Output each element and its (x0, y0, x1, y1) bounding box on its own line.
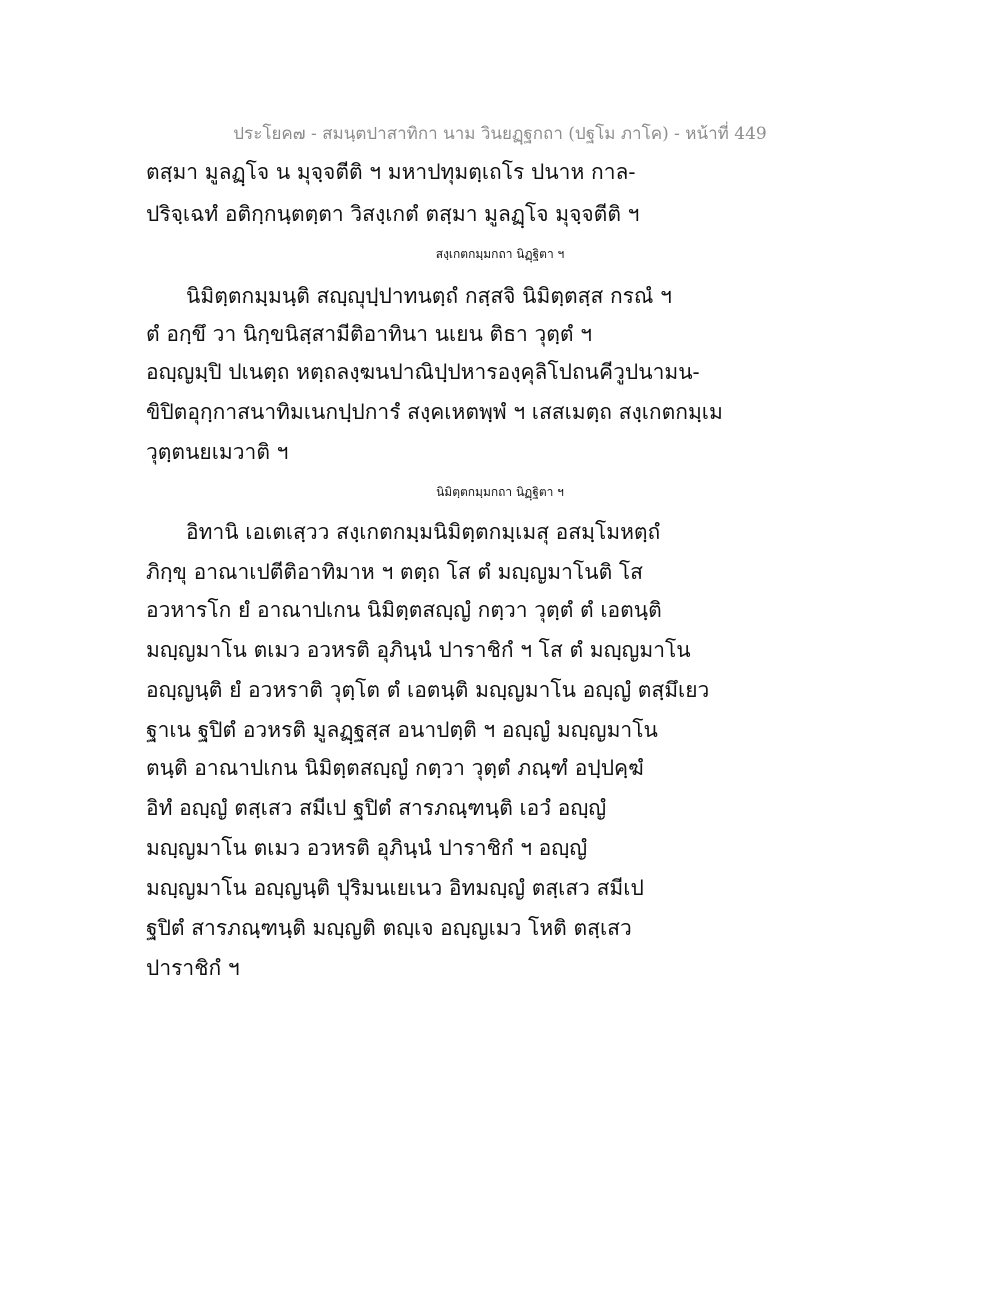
text-line: ฐาเน ฐปิตํ อวหรติ มูลฏฺฐสฺส อนาปตฺติ ฯ อญฺญํ มญฺญมาโน (146, 718, 658, 742)
text-line: ภิกฺขุ อาณาเปตีติอาทิมาห ฯ ตตฺถ โส ตํ มญฺญมาโนติ โส (146, 560, 643, 584)
text-line: ตํ อกฺขึ วา นิกฺขนิสฺสามีติอาทินา นเยน ติธา วุตฺตํ ฯ (146, 322, 593, 346)
text-line: ปริจฺเฉทํ อติกฺกนฺตตฺตา วิสงฺเกตํ ตสฺมา มูลฏฺโจ มุจฺจตีติ ฯ (146, 202, 640, 226)
section-title: นิมิตฺตกมฺมกถา นิฏฺฐิตา ฯ (436, 485, 564, 499)
text-line: ปาราชิกํ ฯ (146, 956, 240, 980)
text-line: ฐปิตํ สารภณฺฑนฺติ มญฺญติ ตญฺเจ อญฺญเมว โหติ ตสฺเสว (146, 916, 632, 940)
text-line: ขิปิตอุกฺกาสนาทิมเนกปฺปการํ สงฺคเหตพฺพํ ฯ เสสเมตฺถ สงฺเกตกมฺเม (146, 400, 723, 424)
section-title: สงฺเกตกมฺมกถา นิฏฺฐิตา ฯ (435, 247, 565, 261)
text-line: ตนฺติ อาณาปเกน นิมิตฺตสญฺญํ กตฺวา วุตฺตํ ภณฺฑํ อปฺปคฺฆํ (146, 756, 644, 780)
text-line: อิทํ อญฺญํ ตสฺเสว สมีเป ฐปิตํ สารภณฺฑนฺติ เอวํ อญฺญํ (146, 796, 607, 820)
text-line: ตสฺมา มูลฏฺโจ น มุจฺจตีติ ฯ มหาปทุมตฺเถโร ปนาห กาล- (146, 160, 636, 184)
text-line: อวหารโก ยํ อาณาปเกน นิมิตฺตสญฺญํ กตฺวา วุตฺตํ ตํ เอตนฺติ (146, 598, 662, 622)
text-line: อิทานิ เอเตเสฺวว สงฺเกตกมฺมนิมิตฺตกมฺเมสุ อสมฺโมหตฺถํ (186, 520, 661, 544)
text-line: อญฺญมฺปิ ปเนตฺถ หตฺถลงฺฆนปาณิปฺปหารองฺคุลิโปถนคีวูปนามน- (146, 360, 700, 384)
text-line: มญฺญมาโน ตเมว อวหรติ อุภินฺนํ ปาราชิกํ ฯ โส ตํ มญฺญมาโน (146, 638, 691, 662)
text-line: นิมิตฺตกมฺมนฺติ สญฺญุปฺปาทนตฺถํ กสฺสจิ นิมิตฺตสฺส กรณํ ฯ (186, 284, 672, 308)
text-line: มญฺญมาโน อญฺญนฺติ ปุริมนเยเนว อิทมญฺญํ ตสฺเสว สมีเป (146, 876, 644, 900)
page-header: ประโยค๗ - สมนฺตปาสาทิกา นาม วินยฏฺฐกถา (ปฐโม ภาโค) - หน้าที่ 449 (233, 124, 767, 144)
text-line: มญฺญมาโน ตเมว อวหรติ อุภินฺนํ ปาราชิกํ ฯ อญฺญํ (146, 836, 588, 860)
text-line: วุตฺตนยเมวาติ ฯ (146, 440, 289, 464)
text-line: อญฺญนฺติ ยํ อวหราติ วุตฺโต ตํ เอตนฺติ มญฺญมาโน อญฺญํ ตสฺมึเยว (146, 678, 710, 702)
